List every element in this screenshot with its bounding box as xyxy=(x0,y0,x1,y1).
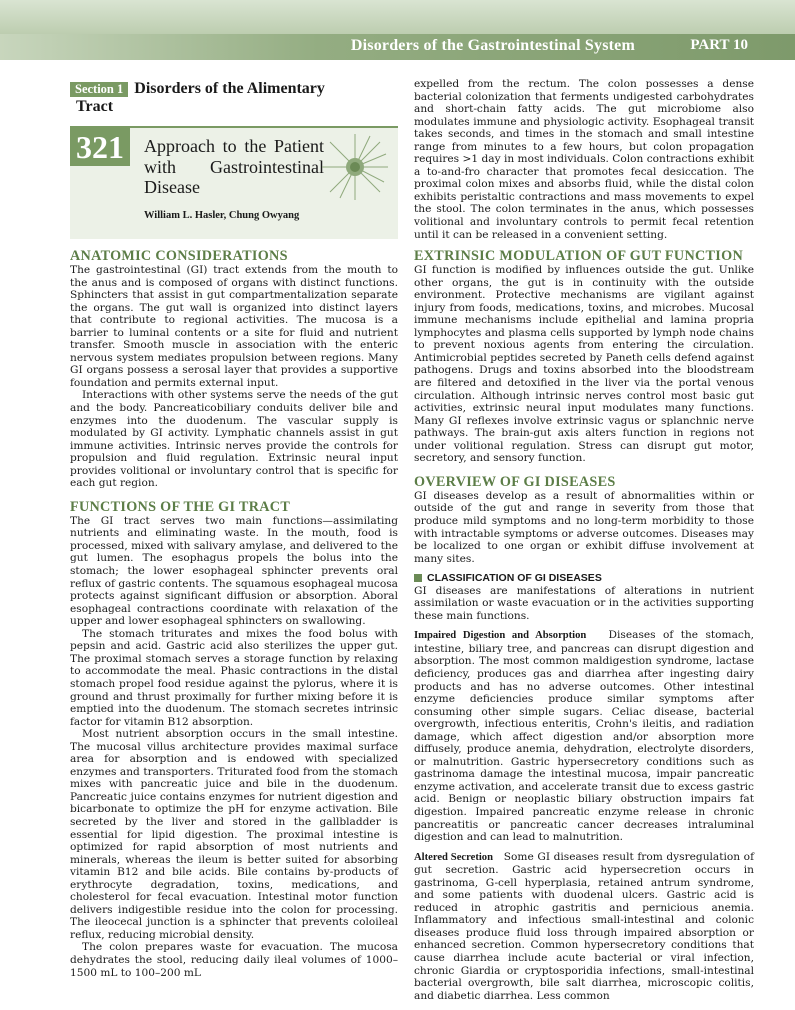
paragraph: The GI tract serves two main functions—assimilating nutrients and eliminating waste. In the mouth, food is processed, mixed with salivary amylase, and delivered to the gut lumen. The esophagus propels the bolus into the stomach; the lower esophageal sphincter prevents oral reflux of gastric contents. The squamous esophageal mucosa protects against significant diffusion or absorption. Aboral esophageal contractions coordinate with relaxation of the upper and lower esophageal sphincters on swallowing. xyxy=(70,514,398,628)
paragraph: The colon prepares waste for evacuation. The mucosa dehydrates the stool, reducing daily ileal volumes of 1000–1500 mL to 100–200 mL xyxy=(70,941,398,979)
paragraph: expelled from the rectum. The colon possesses a dense bacterial colonization that ferments undigested carbohydrates and short-chain fatty acids. The gut microbiome also modulates immune and physiologic activity. Esophageal transit takes seconds, and times in the stomach and small intestine range from minutes to a few hours, but colon propagation requires >1 day in most individuals. Colon contractions exhibit a to-and-fro character that promotes fecal desiccation. The proximal colon mixes and absorbs fluid, while the distal colon exhibits peristaltic contractions and mass movements to expel the stool. The colon terminates in the anus, which possesses volitional and involuntary controls to permit fecal retention until it can be released in a convenient setting. xyxy=(414,78,754,241)
paragraph: The gastrointestinal (GI) tract extends from the mouth to the anus and is composed of organs with distinct functions. Sphincters that assist in gut compartmentalization separate the organs. The gut wall is organized into distinct layers that contribute to regional activities. The mucosa is a barrier to luminal contents or a site for fluid and nutrient transfer. Smooth muscle in association with the enteric nervous system mediates propulsion between regions. Many GI organs possess a serosal layer that provides a supportive foundation and permits external input. xyxy=(70,264,398,389)
paragraph-impaired xyxy=(414,629,754,843)
paragraph: Most nutrient absorption occurs in the small intestine. The mucosal villus architecture provides maximal surface area for absorption and is endowed with specialized enzymes and transporters. Triturated food from the stomach mixes with pancreatic juice and bile in the duodenum. Pancreatic juice contains enzymes for nutrient digestion and bicarbonate to optimize the pH for enzyme activation. Bile secreted by the liver and stored in the gallbladder is essential for lipid digestion. The proximal intestine is optimized for rapid absorption of most nutrients and minerals, whereas the ileum is better suited for absorbing vitamin B12 and bile acids. Bile contains by-products of erythrocyte degradation, toxins, medications, and cholesterol for fecal evacuation. Intestinal motor function delivers indigestible residue into the colon for processing. The ileocecal junction is a sphincter that prevents coloileal reflux, reducing microbial density. xyxy=(70,728,398,941)
runin-heading: Impaired Digestion and Absorption xyxy=(414,630,587,642)
subheading-classification xyxy=(414,572,754,585)
paragraph: GI diseases develop as a result of abnormalities within or outside of the gut and range in severity from those that produce mild symptoms and no long-term morbidity to those with intractable symptoms or adverse outcomes. Diseases may be localized to one organ or exhibit diffuse involvement at many sites. xyxy=(414,489,754,565)
chapter-authors: William L. Hasler, Chung Owyang xyxy=(144,210,300,221)
heading-overview: OVERVIEW OF GI DISEASES xyxy=(414,473,616,490)
paragraph: GI function is modified by influences outside the gut. Unlike other organs, the gut is in continuity with the outside environment. Protective mechanisms are vigilant against injury from foods, medications, toxins, and microbes. Mucosal immune mechanisms include epithelial and lamina propria lymphocytes and plasma cells supported by lymph node chains to prevent noxious agents from entering the circulation. Antimicrobial peptides secreted by Paneth cells defend against pathogens. Drugs and toxins absorbed into the bloodstream are filtered and detoxified in the liver via the portal venous circulation. Although intrinsic nerves control most basic gut activities, extrinsic neural input modulates many functions. Many GI reflexes involve extrinsic vagus or splanchnic nerve pathways. The brain-gut axis alters function in regions not under volitional regulation. Stress can disrupt gut motor, secretory, and sensory function. xyxy=(414,264,754,465)
section-tag: Section 1 xyxy=(70,82,128,97)
paragraph: Interactions with other systems serve the needs of the gut and the body. Pancreaticobiliary conduits deliver bile and enzymes into the duodenum. The vascular supply is modulated by GI activity. Lymphatic channels assist in gut immune activities. Intrinsic nerves provide the controls for propulsion and fluid regulation. Extrinsic neural input provides volitional or involuntary control that is specific for each gut region. xyxy=(70,389,398,490)
heading-extrinsic: EXTRINSIC MODULATION OF GUT FUNCTION xyxy=(414,248,743,265)
section-title: Disorders of the Alimentary xyxy=(134,80,325,97)
right-column xyxy=(414,78,754,1002)
chapter-number: 321 xyxy=(70,128,130,166)
paragraph: The stomach triturates and mixes the food bolus with pepsin and acid. Gastric acid also sterilizes the upper gut. The proximal stomach serves a storage function by relaxing to accommodate the meal. Phasic contractions in the distal stomach propel food residue against the pylorus, where it is ground and thrust proximally for further mixing before it is emptied into the duodenum. The stomach secretes intrinsic factor for vitamin B12 absorption. xyxy=(70,627,398,728)
heading-anatomic: ANATOMIC CONSIDERATIONS xyxy=(70,248,288,264)
section-heading xyxy=(70,80,398,98)
paragraph-text: Diseases of the stomach, intestine, biliary tree, and pancreas can disrupt digestion and absorption. The most common maldigestion syndrome, lactase deficiency, produces gas and diarrhea after ingesting dairy products and has no adverse outcomes. Other intestinal enzyme deficiencies produce similar symptoms after consuming other simple sugars. Celiac disease, bacterial overgrowth, infectious enteritis, Crohn's ileitis, and radiation damage, which affect digestion and/or absorption more diffusely, produce anemia, dehydration, electrolyte disorders, or malnutrition. Gastric hypersecretory conditions such as gastrinoma damage the intestinal mucosa, impair pancreatic enzyme activation, and accelerate transit due to excess gastric acid. Benign or neoplastic biliary obstruction impairs fat digestion. Impaired pancreatic enzyme release in chronic pancreatitis or pancreatic cancer decreases intraluminal digestion and can lead to malnutrition. xyxy=(414,629,755,844)
running-title: Disorders of the Gastrointestinal System xyxy=(350,37,635,54)
chapter-title: Approach to the Patient with Gastrointestinal Disease xyxy=(144,136,324,197)
heading-functions: FUNCTIONS OF THE GI TRACT xyxy=(70,498,291,515)
left-column xyxy=(70,80,398,979)
splash-icon xyxy=(320,132,390,202)
page-header xyxy=(0,0,795,66)
subheading-text: CLASSIFICATION OF GI DISEASES xyxy=(427,572,602,585)
paragraph: GI diseases are manifestations of alterations in nutrient assimilation or waste evacuation or in the activities supporting these main functions. xyxy=(414,584,754,622)
paragraph-text: Some GI diseases result from dysregulation of gut secretion. Gastric acid hypersecretion occurs in gastrinoma, G-cell hyperplasia, retained antrum syndrome, and some patients with duodenal ulcers. Gastric acid is reduced in atrophic gastritis and pernicious anemia. Inflammatory and infectious small-intestinal and colonic diseases produce fluid loss through impaired absorption or enhanced secretion. Common hypersecretory conditions that cause diarrhea include acute bacterial or viral infection, chronic Giardia or cryptosporidia infections, small-intestinal bacterial overgrowth, bile salt diarrhea, microscopic colitis, and diabetic diarrhea. Less common xyxy=(414,850,754,1002)
chapter-box xyxy=(70,126,398,239)
section-title-line2: Tract xyxy=(76,98,114,115)
paragraph-altered xyxy=(414,851,754,1003)
runin-heading: Altered Secretion xyxy=(414,851,493,863)
part-label: PART 10 xyxy=(690,37,748,53)
square-bullet-icon xyxy=(414,574,422,582)
